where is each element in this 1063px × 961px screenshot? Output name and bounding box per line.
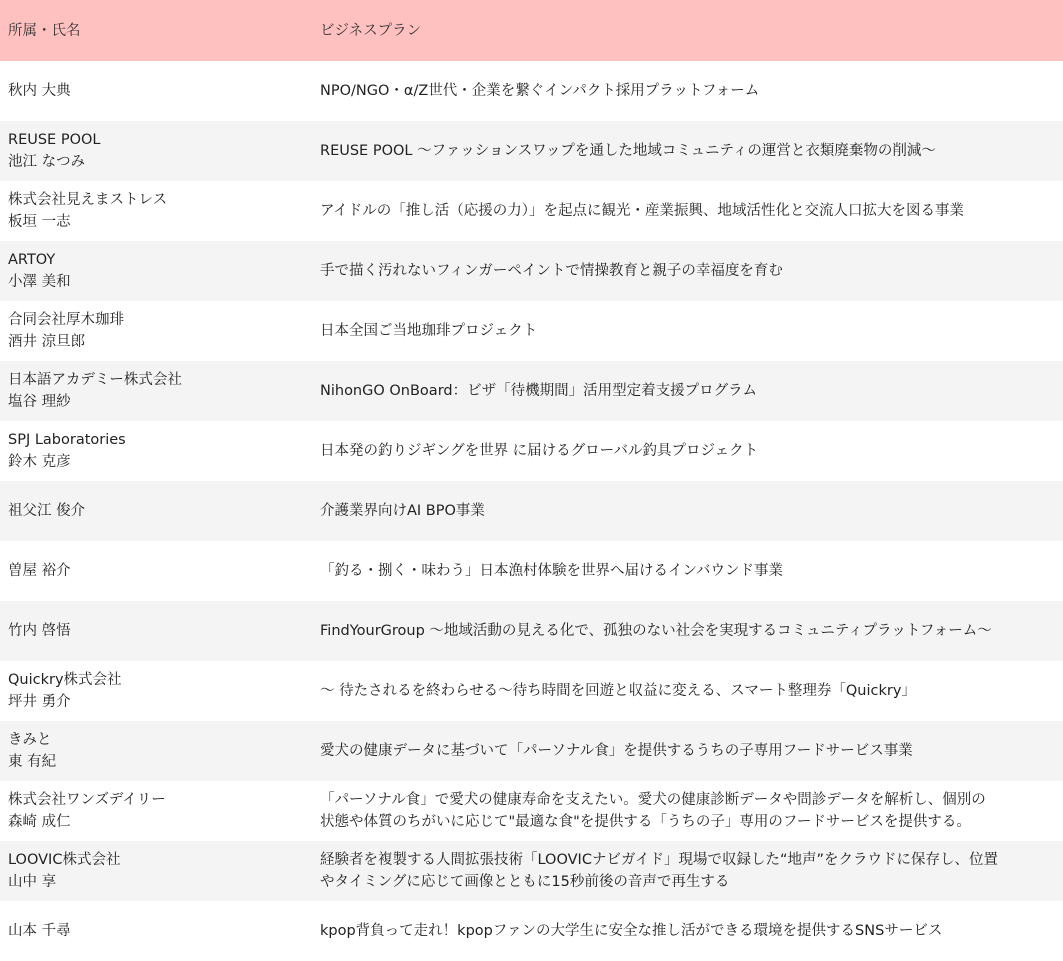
person-name: 山本 千尋: [8, 923, 71, 939]
participant-cell: [0, 841, 312, 901]
organization-name: 合同会社厚木珈琲: [8, 312, 124, 328]
person-name: 曽屋 裕介: [8, 563, 71, 579]
business-plan-text: 手で描く汚れないフィンガーペイントで情操教育と親子の幸福度を育む: [320, 263, 783, 279]
business-plan-text: 日本全国ご当地珈琲プロジェクト: [320, 323, 538, 339]
person-name: 小澤 美和: [8, 274, 71, 290]
table-row: [0, 241, 1063, 301]
person-name: 竹内 啓悟: [8, 623, 71, 639]
business-plan-text: 「パーソナル食」で愛犬の健康寿命を支えたい。愛犬の健康診断データや問診データを解析し、個別の: [320, 792, 986, 808]
table-row: [0, 361, 1063, 421]
participant-cell: [0, 661, 312, 721]
organization-name: きみと: [8, 732, 52, 748]
organization-name: LOOVIC株式会社: [8, 852, 121, 868]
organization-name: 株式会社見えまストレス: [8, 192, 168, 208]
business-plan-cell: [312, 361, 1063, 421]
person-name: 祖父江 俊介: [8, 503, 86, 519]
business-plan-cell: [312, 541, 1063, 601]
participant-cell: [0, 241, 312, 301]
table-row: [0, 121, 1063, 181]
business-plan-text: kpop背負って走れ！kpopファンの大学生に安全な推し活ができる環境を提供するSNSサービス: [320, 923, 943, 939]
person-name: 坪井 勇介: [8, 694, 71, 710]
table-row: [0, 841, 1063, 901]
business-plan-text: NPO/NGO・α/Z世代・企業を繋ぐインパクト採用プラットフォーム: [320, 83, 760, 99]
table-header: [0, 0, 1063, 61]
table-row: [0, 661, 1063, 721]
participant-cell: [0, 61, 312, 121]
business-plan-cell: [312, 721, 1063, 781]
organization-name: SPJ Laboratories: [8, 432, 126, 448]
participant-cell: [0, 781, 312, 841]
business-plan-cell: [312, 181, 1063, 241]
business-plan-text: アイドルの「推し活（応援の力）」を起点に観光・産業振興、地域活性化と交流人口拡大を図る事業: [320, 203, 964, 219]
person-name: 鈴木 克彦: [8, 454, 71, 470]
table-body: [0, 61, 1063, 961]
column-header-plan: ビジネスプラン: [320, 22, 422, 39]
organization-name: 日本語アカデミー株式会社: [8, 372, 182, 388]
business-plan-text: REUSE POOL 〜ファッションスワップを通した地域コミュニティの運営と衣類廃棄物の削減〜: [320, 143, 936, 159]
participant-cell: [0, 541, 312, 601]
business-plan-text: 状態や体質のちがいに応じて"最適な食"を提供する「うちの子」専用のフードサービスを提供する。: [320, 814, 971, 830]
person-name: 山中 享: [8, 874, 57, 890]
participant-cell: [0, 901, 312, 961]
person-name: 池江 なつみ: [8, 154, 86, 170]
business-plan-cell: [312, 481, 1063, 541]
person-name: 板垣 一志: [8, 214, 71, 230]
table-row: [0, 61, 1063, 121]
business-plan-text: 「釣る・捌く・味わう」日本漁村体験を世界へ届けるインバウンド事業: [320, 563, 783, 579]
business-plan-cell: [312, 301, 1063, 361]
business-plan-text: やタイミングに応じて画像とともに15秒前後の音声で再生する: [320, 874, 730, 890]
participant-cell: [0, 361, 312, 421]
business-plan-cell: [312, 661, 1063, 721]
business-plan-cell: [312, 841, 1063, 901]
organization-name: Quickry株式会社: [8, 672, 122, 688]
business-plan-text: 介護業界向けAI BPO事業: [320, 503, 485, 519]
business-plan-cell: [312, 421, 1063, 481]
business-plan-text: FindYourGroup 〜地域活動の見える化で、孤独のない社会を実現するコミュニティプラットフォーム〜: [320, 623, 992, 639]
participant-cell: [0, 301, 312, 361]
table-row: [0, 421, 1063, 481]
business-plan-cell: [312, 61, 1063, 121]
business-plan-cell: [312, 241, 1063, 301]
business-plan-cell: [312, 781, 1063, 841]
table-row: [0, 481, 1063, 541]
business-plan-cell: [312, 601, 1063, 661]
participant-cell: [0, 601, 312, 661]
organization-name: ARTOY: [8, 252, 56, 268]
table-row: [0, 181, 1063, 241]
business-plan-text: NihonGO OnBoard：ビザ「待機期間」活用型定着支援プログラム: [320, 383, 757, 399]
header-row: [0, 0, 1063, 61]
business-plan-text: 経験者を複製する人間拡張技術「LOOVICナビガイド」現場で収録した“地声”をクラウドに保存し、位置: [320, 852, 999, 868]
table-row: [0, 301, 1063, 361]
table-row: [0, 541, 1063, 601]
organization-name: REUSE POOL: [8, 132, 101, 148]
business-plan-text: 〜 待たされるを終わらせる〜待ち時間を回遊と収益に変える、スマート整理券「Quickry」: [320, 683, 916, 699]
business-plan-cell: [312, 121, 1063, 181]
person-name: 塩谷 理紗: [8, 394, 71, 410]
person-name: 東 有紀: [8, 754, 57, 770]
person-name: 森崎 成仁: [8, 814, 71, 830]
business-plan-text: 愛犬の健康データに基づいて「パーソナル食」を提供するうちの子専用フードサービス事業: [320, 743, 913, 759]
business-plan-text: 日本発の釣りジギングを世界 に届けるグローバル釣具プロジェクト: [320, 443, 759, 459]
table-row: [0, 781, 1063, 841]
person-name: 秋内 大典: [8, 83, 71, 99]
organization-name: 株式会社ワンズデイリー: [8, 792, 166, 808]
participant-cell: [0, 181, 312, 241]
column-header-name: 所属・氏名: [8, 22, 81, 39]
table-row: [0, 901, 1063, 961]
person-name: 酒井 涼旦郎: [8, 334, 86, 350]
participant-cell: [0, 481, 312, 541]
business-plan-cell: [312, 901, 1063, 961]
table-row: [0, 721, 1063, 781]
participant-cell: [0, 121, 312, 181]
table-row: [0, 601, 1063, 661]
participant-cell: [0, 421, 312, 481]
participant-cell: [0, 721, 312, 781]
